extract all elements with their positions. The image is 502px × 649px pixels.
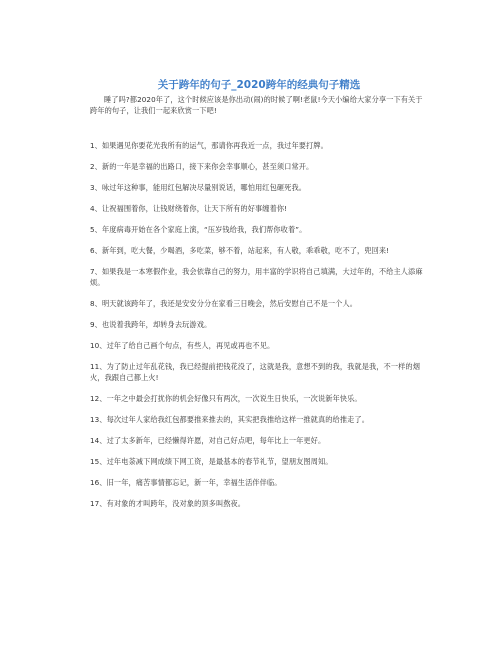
list-item-17: 17、有对象的才叫跨年，没对象的顶多叫熬夜。 xyxy=(90,499,246,508)
list-item-6: 6、新年到，吃大餐，少喝酒，多吃菜，够不着，站起来，有人敬，乖乖敬，吃不了，兜回来! xyxy=(90,246,390,255)
list-item-4: 4、让祝福围着你，让钱财绕着你，让天下所有的好事缠着你! xyxy=(90,204,288,213)
intro-paragraph: 睡了吗?都2020年了，这个时候应该是你出动(闹)的时候了啊!老鼠!今天小编给大家分享一下有关于跨年的句子，让我们一起来欣赏一下吧! xyxy=(90,95,423,115)
list-item-16: 16、旧一年，痛苦事情都忘记，新一年，幸福生活伴伴临。 xyxy=(90,478,282,487)
list-item-12: 12、一年之中最会打扰你的机会好像只有两次，一次说生日快乐，一次说新年快乐。 xyxy=(90,394,362,403)
list-item-9: 9、也说着我跨年，却转身去玩游戏。 xyxy=(90,320,212,329)
list-item-2: 2、新的一年是幸福的出路口，接下来你会幸事顺心，甚至须口常开。 xyxy=(90,162,314,171)
list-item-8: 8、明天就该跨年了，我还是安安分分在家看三日晚会，然后安慰自己不是一个人。 xyxy=(90,299,358,308)
list-item-10: 10、过年了给自己画个句点，有些人，再见或再也不见。 xyxy=(90,341,275,350)
list-item-15: 15、过年电荼减下网成绩下网工资，是最基本的春节礼节，望朋友图周知。 xyxy=(90,457,333,466)
list-item-1: 1、如果遇见你要花光我所有的运气，那请你再我近一点，我过年要打牌。 xyxy=(90,141,328,150)
list-item-7: 7、如果我是一本寒假作业，我会依靠自己的努力，用丰富的学识将自己填满，大过年的，不给主人添麻烦。 xyxy=(90,267,423,287)
document-title: 关于跨年的句子_2020跨年的经典句子精选 xyxy=(157,79,361,91)
list-item-11: 11、为了防止过年乱花钱，我已经提前把钱花没了，这就是我，意想不到的我，我就是我，不一样的烟火，我跟自己都上火! xyxy=(90,362,421,382)
list-item-14: 14、过了太多新年，已经懒得许愿，对自己好点吧，每年比上一年更好。 xyxy=(90,436,326,445)
list-item-13: 13、每次过年人家给我红包都要推来推去的，其实把我推给这样一推就真的给推走了。 xyxy=(90,415,369,424)
list-item-3: 3、咏过年这种事，能用红包解决尽量别说话，哪怕用红包砸死我。 xyxy=(90,183,307,192)
list-item-5: 5、年度病毒开始在各个家庭上演，“压岁钱给我，我们帮你收着”。 xyxy=(90,225,307,234)
